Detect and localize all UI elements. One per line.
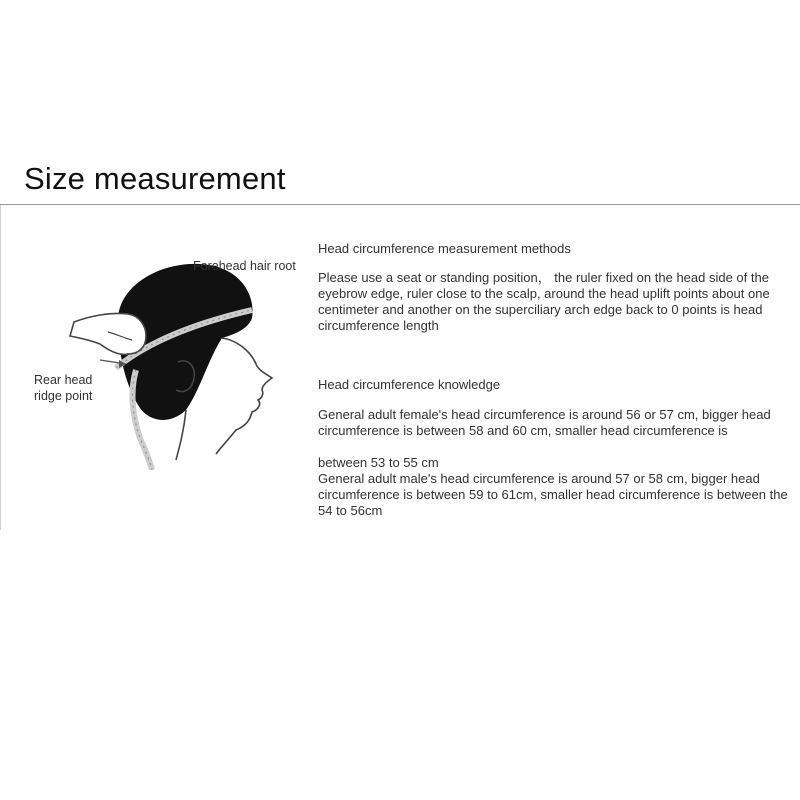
title-divider [0, 204, 800, 205]
female-circumference-text: General adult female's head circumference is around 56 or 57 cm, bigger head circumference is between 58 and 60 cm, smaller head circumference is [318, 407, 771, 438]
neck-line [176, 410, 186, 460]
head-measurement-illustration [0, 240, 310, 470]
male-circumference-text: General adult male's head circumference is around 57 or 58 cm, bigger head circumference is between 59 to 61cm, smaller head circumference is between the 54 to 56cm [318, 471, 788, 518]
knowledge-heading: Head circumference knowledge [318, 377, 501, 392]
rear-head-ridge-label [34, 372, 114, 404]
hand-shape [70, 313, 146, 354]
methods-body: Please use a seat or standing position， the ruler fixed on the head side of the eyebrow edge, ruler close to the scalp, around the head uplift points about one centimeter and another on the superciliary arch edge back to 0 points is head circumference length [318, 270, 770, 333]
rear-head-label-line1: Rear head [34, 373, 93, 387]
face-profile [216, 338, 272, 454]
rear-head-label-line2: ridge point [34, 389, 93, 403]
forehead-hair-root-label: Forehead hair root [193, 259, 296, 273]
methods-heading: Head circumference measurement methods [318, 241, 571, 256]
female-circumference-range: between 53 to 55 cm [318, 455, 439, 470]
page-title: Size measurement [24, 161, 286, 196]
